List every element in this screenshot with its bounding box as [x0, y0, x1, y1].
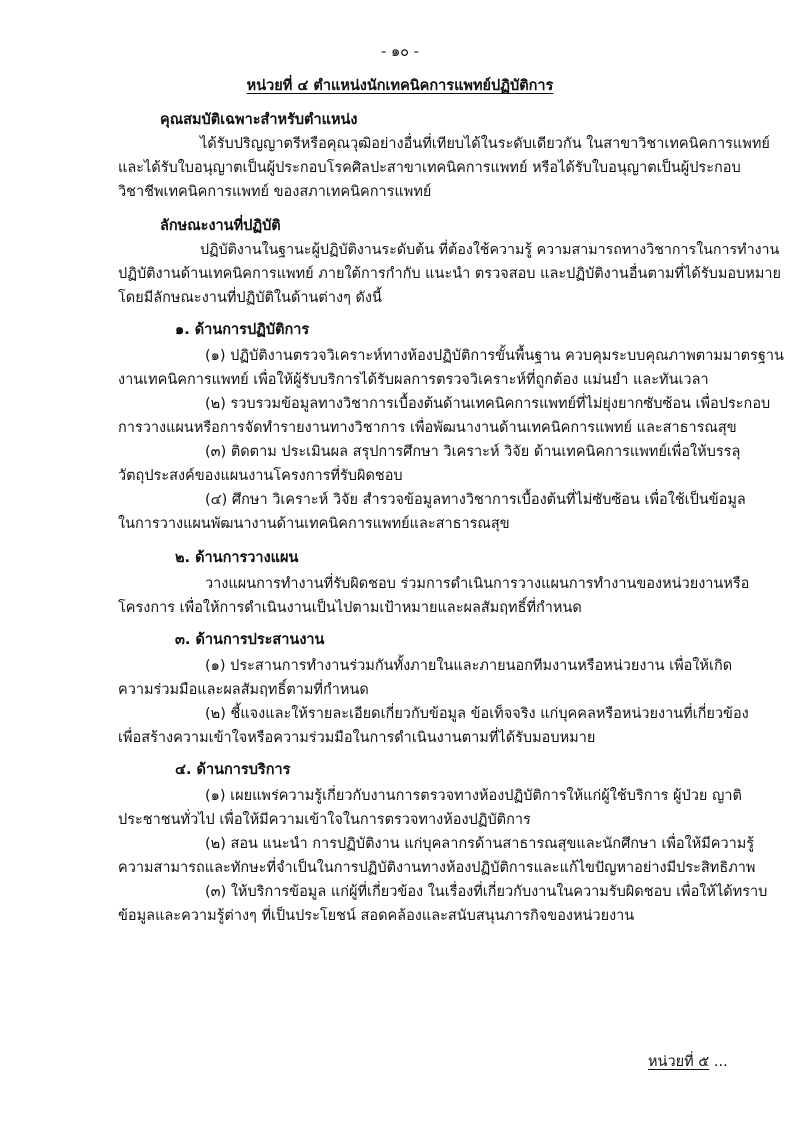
qualifications-line: และได้รับใบอนุญาตเป็นผู้ประกอบโรคศิลปะสาขาเทคนิคการแพทย์ หรือได้รับใบอนุญาตเป็นผู้ประกอบ [118, 160, 741, 176]
service-line: ข้อมูลและความรู้ต่างๆ ที่เป็นประโยชน์ สอดคล้องและสนับสนุนภารกิจของหน่วยงาน [118, 908, 635, 924]
job-nature-line: ปฏิบัติงานในฐานะผู้ปฏิบัติงานระดับต้น ที่ต้องใช้ความรู้ ความสามารถทางวิชาการในการทำงาน [200, 242, 780, 258]
operations-line: (๓) ติดตาม ประเมินผล สรุปการศึกษา วิเคราะห์ วิจัย ด้านเทคนิคการแพทย์เพื่อให้บรรลุ [205, 444, 741, 460]
continuation-ellipsis: ... [709, 1054, 728, 1070]
operations-line: งานเทคนิคการแพทย์ เพื่อให้ผู้รับบริการได้รับผลการตรวจวิเคราะห์ที่ถูกต้อง แม่นยำ และทันเวลา [118, 372, 709, 388]
qualifications-line: ได้รับปริญญาตรีหรือคุณวุฒิอย่างอื่นที่เทียบได้ในระดับเดียวกัน ในสาขาวิชาเทคนิคการแพทย์ [200, 136, 770, 152]
operations-line: วัตถุประสงค์ของแผนงานโครงการที่รับผิดชอบ [118, 468, 403, 484]
coordination-line: เพื่อสร้างความเข้าใจหรือความร่วมมือในการดำเนินงานตามที่ได้รับมอบหมาย [118, 730, 596, 746]
service-heading: ๔. ด้านการบริการ [175, 762, 291, 778]
coordination-heading: ๓. ด้านการประสานงาน [175, 632, 325, 648]
page-title: หน่วยที่ ๔ ตำแหน่งนักเทคนิคการแพทย์ปฏิบัติการ [246, 78, 554, 94]
operations-line: (๑) ปฏิบัติงานตรวจวิเคราะห์ทางห้องปฏิบัติการขั้นพื้นฐาน ควบคุมระบบคุณภาพตามมาตรฐาน [205, 348, 784, 364]
service-line: ความสามารถและทักษะที่จำเป็นในการปฏิบัติงานทางห้องปฏิบัติการและแก้ไขปัญหาอย่างมีประสิทธิภาพ [118, 860, 756, 876]
operations-line: ในการวางแผนพัฒนางานด้านเทคนิคการแพทย์และสาธารณสุข [118, 516, 510, 532]
coordination-line: (๑) ประสานการทำงานร่วมกันทั้งภายในและภายนอกทีมงานหรือหน่วยงาน เพื่อให้เกิด [205, 658, 733, 674]
service-line: ประชาชนทั่วไป เพื่อให้มีความเข้าใจในการตรวจทางห้องปฏิบัติการ [118, 812, 531, 828]
next-unit-label: หน่วยที่ ๕ [648, 1054, 710, 1070]
page-number: - ๑๐ - [381, 44, 419, 60]
job-nature-line: ปฏิบัติงานด้านเทคนิคการแพทย์ ภายใต้การกำกับ แนะนำ ตรวจสอบ และปฏิบัติงานอื่นตามที่ได้รับมอบหมาย [118, 266, 782, 282]
operations-line: (๒) รวบรวมข้อมูลทางวิชาการเบื้องต้นด้านเทคนิคการแพทย์ที่ไม่ยุ่งยากซับซ้อน เพื่อประกอบ [205, 396, 771, 412]
planning-line: วางแผนการทำงานที่รับผิดชอบ ร่วมการดำเนินการวางแผนการทำงานของหน่วยงานหรือ [205, 576, 750, 592]
service-line: (๑) เผยแพร่ความรู้เกี่ยวกับงานการตรวจทางห้องปฏิบัติการให้แก่ผู้ใช้บริการ ผู้ป่วย ญาติ [205, 788, 742, 804]
footer-continuation [648, 1052, 728, 1072]
operations-line: การวางแผนหรือการจัดทำรายงานทางวิชาการ เพื่อพัฒนางานด้านเทคนิคการแพทย์ และสาธารณสุข [118, 420, 737, 436]
operations-heading: ๑. ด้านการปฏิบัติการ [175, 322, 310, 338]
qualifications-line: วิชาชีพเทคนิคการแพทย์ ของสภาเทคนิคการแพทย์ [118, 184, 432, 200]
service-line: (๒) สอน แนะนำ การปฏิบัติงาน แก่บุคลากรด้านสาธารณสุขและนักศึกษา เพื่อให้มีความรู้ [205, 836, 755, 852]
job-nature-heading: ลักษณะงานที่ปฏิบัติ [160, 218, 281, 234]
planning-heading: ๒. ด้านการวางแผน [175, 550, 299, 566]
operations-line: (๔) ศึกษา วิเคราะห์ วิจัย สำรวจข้อมูลทางวิชาการเบื้องต้นที่ไม่ซับซ้อน เพื่อใช้เป็นข้อมูล [205, 492, 746, 508]
coordination-line: (๒) ชี้แจงและให้รายละเอียดเกี่ยวกับข้อมูล ข้อเท็จจริง แก่บุคคลหรือหน่วยงานที่เกี่ยวข้อง [205, 706, 749, 722]
coordination-line: ความร่วมมือและผลสัมฤทธิ์ตามที่กำหนด [118, 682, 369, 698]
planning-line: โครงการ เพื่อให้การดำเนินงานเป็นไปตามเป้าหมายและผลสัมฤทธิ์ที่กำหนด [118, 600, 582, 616]
job-nature-line: โดยมีลักษณะงานที่ปฏิบัติในด้านต่างๆ ดังนี้ [118, 290, 382, 306]
qualifications-heading: คุณสมบัติเฉพาะสำหรับตำแหน่ง [160, 112, 358, 128]
service-line: (๓) ให้บริการข้อมูล แก่ผู้ที่เกี่ยวข้อง ในเรื่องที่เกี่ยวกับงานในความรับผิดชอบ เพื่อให้ได้ทราบ [205, 884, 768, 900]
